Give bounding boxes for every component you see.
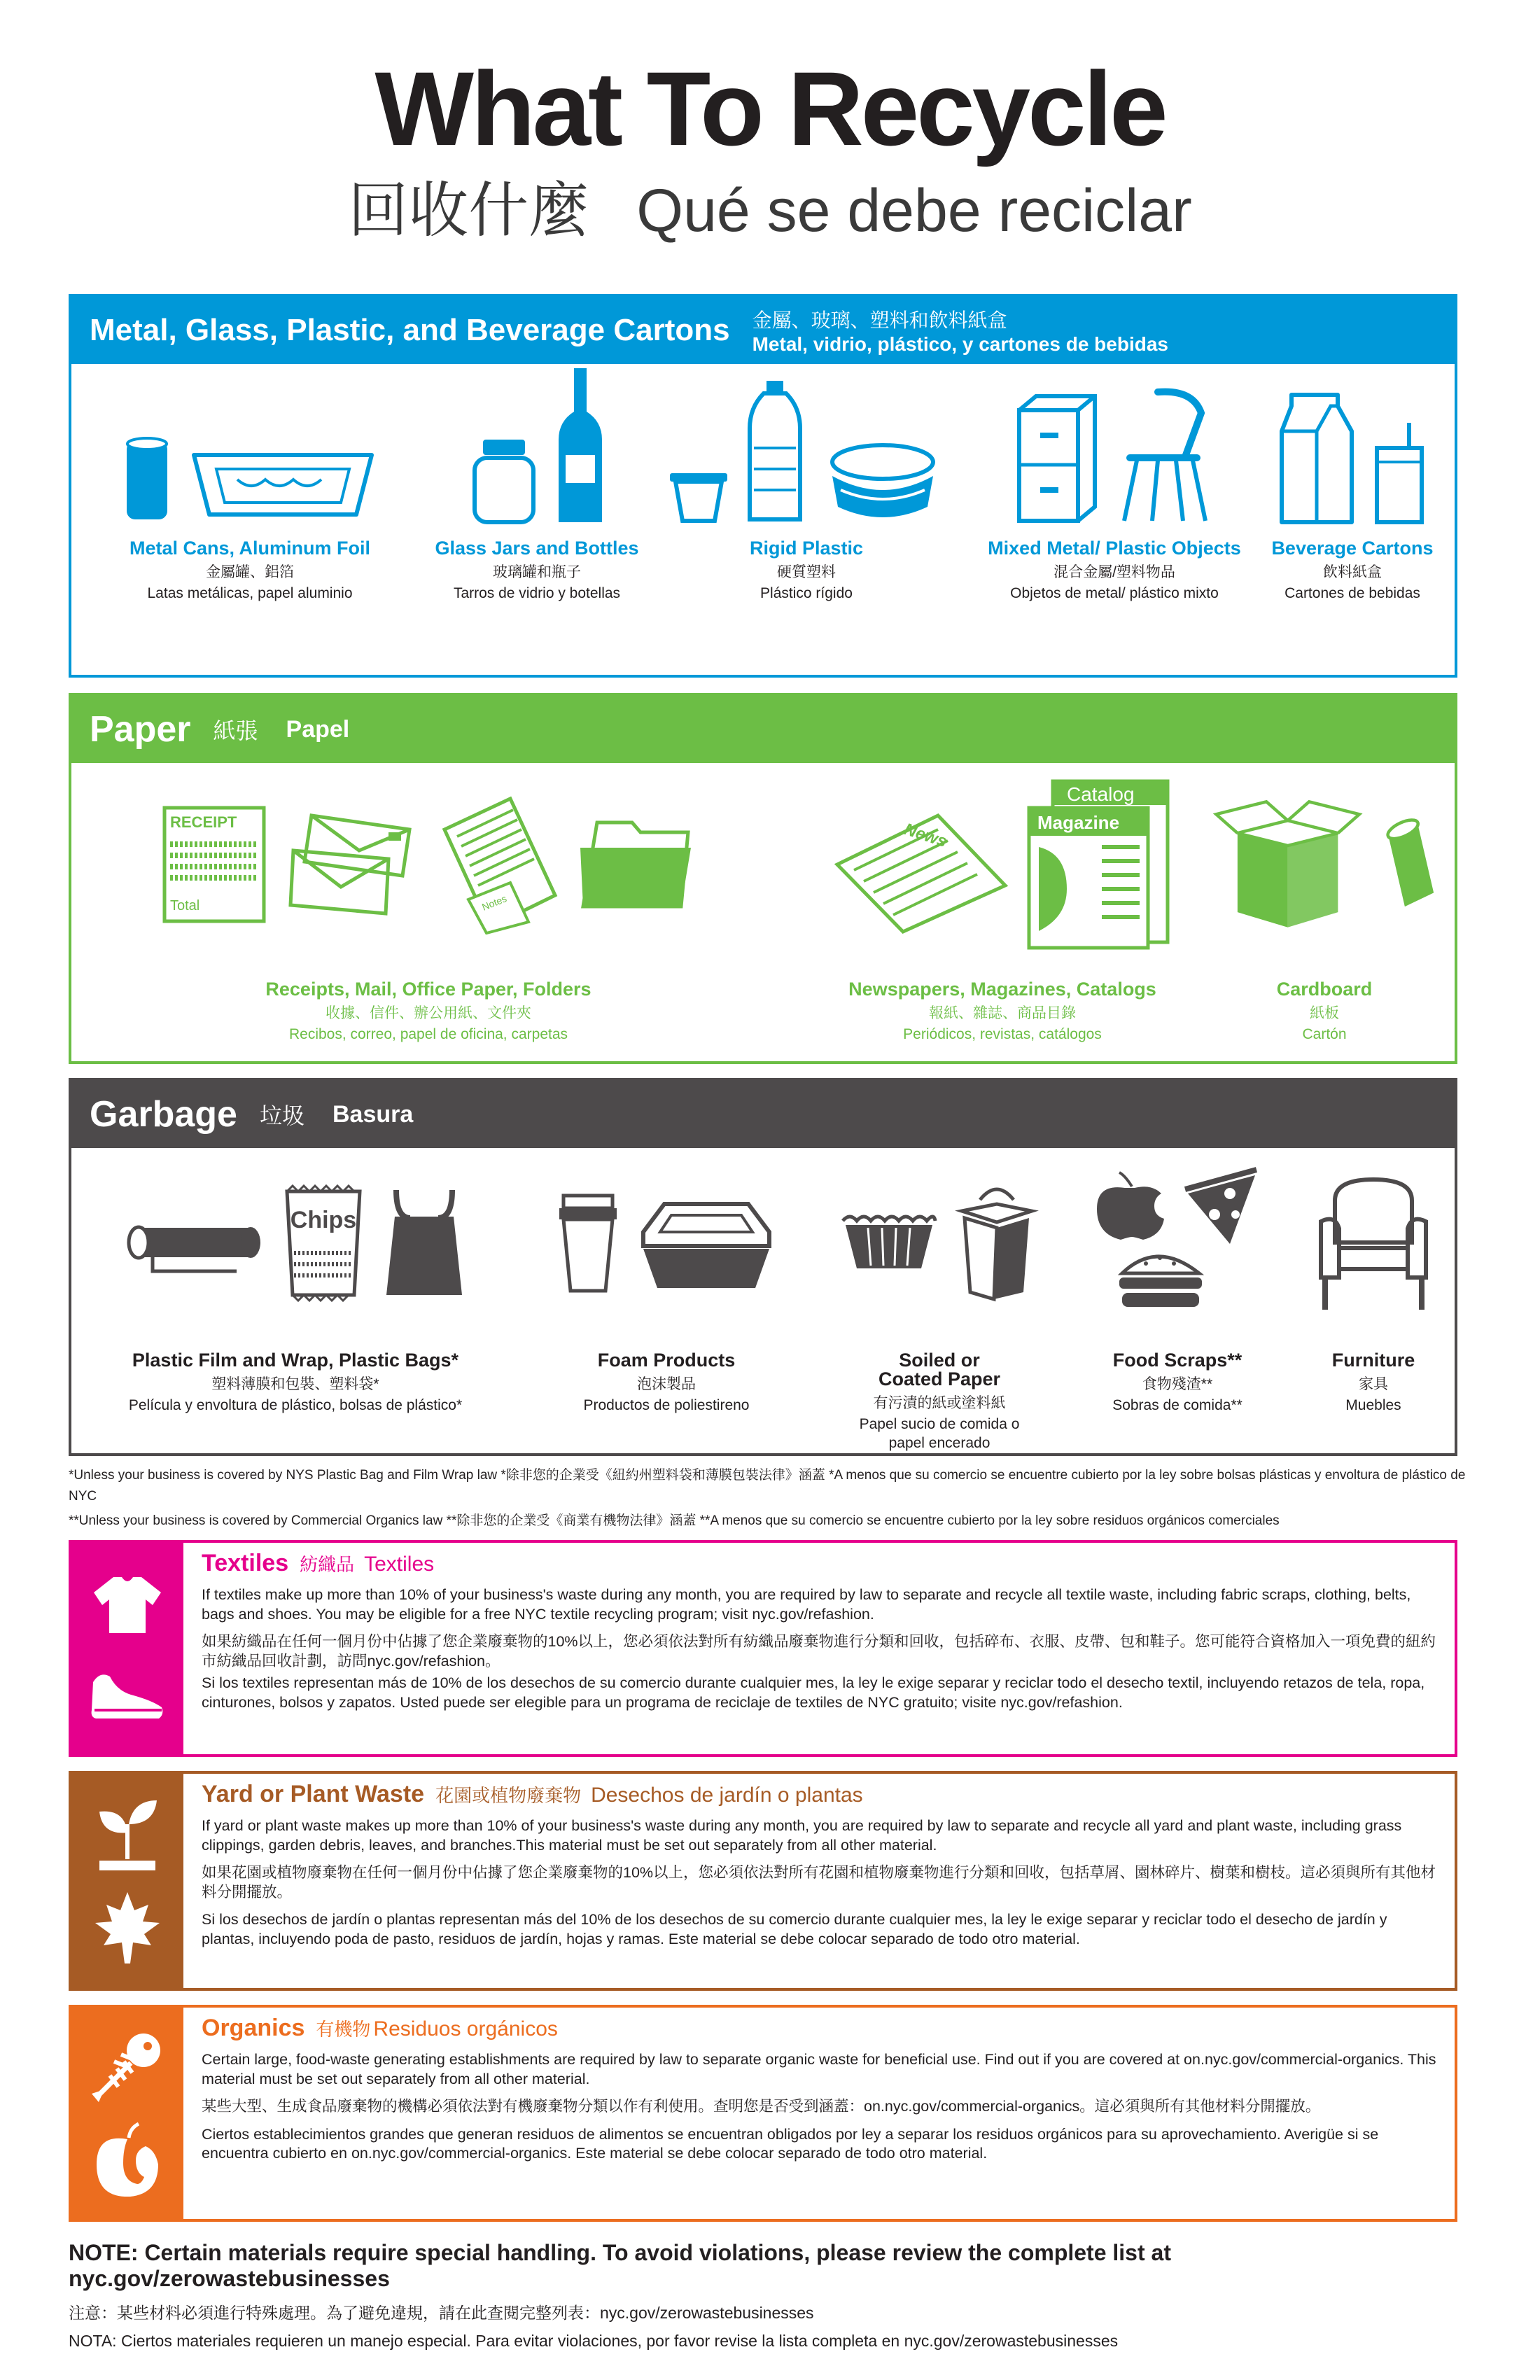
item-label-zh: 飲料紙盒 <box>1323 564 1382 580</box>
yard-text-es: Si los desechos de jardín o plantas representan más del 10% de los desechos de su comercio durante cualquier mes, la ley le exige separar y reciclar todo el desecho de jardín y plantas, incluyendo poda de pasto, residuos de jardín, hojas y ramas. Este material se debe colocar separado de todo otro material. <box>202 1911 1387 1947</box>
cupcake-liner-icon <box>840 1211 938 1274</box>
newspaper-icon <box>833 794 1008 934</box>
plastic-wrap-roll-icon <box>125 1211 265 1274</box>
item-foam <box>526 1148 806 1415</box>
section-garbage-title-zh: 垃圾 <box>259 1103 304 1128</box>
item-label-es: Muebles <box>1345 1397 1401 1414</box>
item-plastic-film <box>85 1148 505 1415</box>
item-label-es: Periódicos, revistas, catálogos <box>903 1026 1102 1043</box>
subtitle-zh: 回收什麼 <box>348 177 589 244</box>
item-label-en: Food Scraps** <box>1112 1350 1242 1371</box>
item-label-es: Recibos, correo, papel de oficina, carpetas <box>288 1026 568 1043</box>
section-garbage <box>69 1078 1457 1456</box>
chair-icon <box>1116 385 1214 525</box>
item-label-zh: 金屬罐、鋁箔 <box>206 564 294 580</box>
leaf-icon <box>92 1889 162 1966</box>
plastic-bag-icon <box>382 1183 466 1302</box>
item-label-zh: 玻璃罐和瓶子 <box>493 564 581 580</box>
note-zh: 注意：某些材料必須進行特殊處理。為了避免違規，請在此查閱完整列表：nyc.gov/zerowastebusinesses <box>69 2304 814 2322</box>
armchair-icon <box>1314 1172 1433 1312</box>
item-label-es: Plástico rígido <box>760 585 853 602</box>
section-organics <box>69 2005 1457 2222</box>
section-mgp-title-es: Metal, vidrio, plástico, y cartones de bebidas <box>752 333 1168 355</box>
yard-text-zh: 如果花園或植物廢棄物在任何一個月份中佔據了您企業廢棄物的10%以上，您必須依法對所有花園和植物廢棄物進行分類和回收，包括草屑、園林碎片、樹葉和樹枝。這必須與所有其他材料分開擺放。 <box>202 1864 1436 1900</box>
item-glass <box>421 364 652 603</box>
item-label-zh: 收據、信件、辦公用紙、文件夾 <box>326 1005 531 1021</box>
item-rigid-plastic <box>659 364 953 603</box>
plastic-container-icon <box>820 434 946 525</box>
item-label-zh: 有污漬的紙或塗料紙 <box>873 1395 1006 1411</box>
footnote-plastic-bag: *Unless your business is covered by NYS Plastic Bag and Film Wrap law *除非您的企業受《紐約州塑料袋和薄膜包裝法律》涵蓋 *A menos que su comercio se encuentre cubierto por la ley sobre bolsas plásticas y envoltura de plástico de NYC <box>69 1468 1466 1504</box>
file-cabinet-icon <box>1015 392 1099 525</box>
item-label-en: Mixed Metal/ Plastic Objects <box>988 538 1241 559</box>
notes-label: Notes <box>480 892 509 913</box>
shirt-icon <box>92 1573 162 1636</box>
item-label-en: Soiled or Coated Paper <box>878 1350 1001 1390</box>
note-es: NOTA: Ciertos materiales requieren un manejo especial. Para evitar violaciones, por favor revise la lista completa en nyc.gov/zerowastebusinesses <box>69 2332 1119 2350</box>
item-label-zh: 食物殘渣** <box>1142 1376 1213 1392</box>
organics-text-en: Certain large, food-waste generating establishments are required by law to separate organic waste for beneficial use. Find out if you are covered at on.nyc.gov/commercial-organics. This material must be set out separately from all other material. <box>202 2051 1436 2087</box>
chips-label: Chips <box>290 1207 357 1233</box>
item-newspapers <box>792 763 1212 1044</box>
apple-core-icon <box>92 2121 162 2198</box>
section-paper-title-zh: 紙張 <box>213 718 258 743</box>
envelopes-icon <box>284 808 424 920</box>
item-label-es: Cartón <box>1302 1026 1347 1043</box>
item-label-en: Rigid Plastic <box>749 538 864 559</box>
receipt-total: Total <box>170 898 200 913</box>
item-label-en: Cardboard <box>1276 979 1373 1000</box>
item-label-zh: 報紙、雜誌、商品目錄 <box>929 1005 1076 1021</box>
item-label-zh: 紙板 <box>1310 1005 1339 1021</box>
item-label-en: Plastic Film and Wrap, Plastic Bags* <box>132 1350 459 1371</box>
section-mgp <box>69 294 1457 678</box>
yard-text-en: If yard or plant waste makes up more than 10% of your business's waste during any month, you are required by law to separate and recycle all yard and plant waste, including grass clippings, garden debris, leaves, and branches.This material must be set out separately from all other material. <box>202 1817 1402 1854</box>
magazine-label: Magazine <box>1037 812 1120 833</box>
fish-bone-icon <box>89 2029 166 2106</box>
chips-bag-icon <box>281 1183 365 1302</box>
item-label-es: Papel sucio de comida o papel encerado <box>859 1416 1020 1452</box>
foam-clamshell-icon <box>636 1190 776 1295</box>
item-label-es: Película y envoltura de plástico, bolsas de plástico* <box>128 1397 463 1414</box>
item-furniture <box>1303 1148 1443 1415</box>
item-label-es: Objetos de metal/ plástico mixto <box>1010 585 1219 602</box>
foil-tray-icon <box>188 441 377 525</box>
organics-title: Organics <box>202 2015 305 2041</box>
section-garbage-title-es: Basura <box>332 1100 414 1128</box>
item-office-paper <box>85 763 771 1044</box>
food-scraps-icon <box>1090 1166 1265 1320</box>
milk-carton-icon <box>1278 392 1354 525</box>
item-label-zh: 家具 <box>1359 1376 1388 1392</box>
catalog-label: Catalog <box>1067 783 1135 805</box>
item-metal-cans <box>99 364 400 603</box>
section-paper-title-es: Papel <box>286 715 350 743</box>
special-handling-note <box>69 2240 1483 2351</box>
item-food-scraps <box>1072 1148 1282 1415</box>
note-en: NOTE: Certain materials require special handling. To avoid violations, please review the complete list at nyc.gov/zerowastebusinesses <box>69 2240 1171 2291</box>
yard-title-zh: 花園或植物廢棄物 <box>435 1785 582 1806</box>
receipt-icon <box>162 805 267 924</box>
organics-text-zh: 某些大型、生成食品廢棄物的機構必須依法對有機廢棄物分類以作有利使用。查明您是否受到涵蓋：on.nyc.gov/commercial-organics。這必須與所有其他材料分開擺放。 <box>202 2098 1321 2115</box>
footnote-organics: **Unless your business is covered by Commercial Organics law **除非您的企業受《商業有機物法律》涵蓋 **A menos que su comercio se encuentre cubierto por la ley sobre residuos orgánicos comerciales <box>69 1513 1280 1528</box>
item-label-es: Tarros de vidrio y botellas <box>453 585 621 602</box>
paper-tube-icon <box>1380 812 1436 917</box>
page-title: What To Recycle <box>374 50 1166 167</box>
cardboard-box-icon <box>1212 788 1363 941</box>
section-textiles <box>69 1540 1457 1757</box>
item-label-en: Receipts, Mail, Office Paper, Folders <box>265 979 592 1000</box>
yard-title: Yard or Plant Waste <box>202 1781 425 1807</box>
item-label-zh: 塑料薄膜和包裝、塑料袋* <box>211 1376 379 1392</box>
folder-icon <box>576 816 695 913</box>
item-label-zh: 硬質塑料 <box>777 564 836 580</box>
organics-title-zh: 有機物 <box>316 2019 371 2040</box>
section-paper-header <box>71 696 1455 763</box>
sprout-icon <box>92 1796 162 1873</box>
glass-jar-icon <box>469 434 539 525</box>
item-soiled-paper <box>820 1148 1058 1453</box>
yard-title-es: Desechos de jardín o plantas <box>591 1784 863 1807</box>
item-label-en: Newspapers, Magazines, Catalogs <box>848 979 1156 1000</box>
item-label-en: Foam Products <box>597 1350 736 1371</box>
item-label-en: Beverage Cartons <box>1271 538 1434 559</box>
foam-cup-icon <box>556 1190 620 1295</box>
can-icon <box>122 434 172 525</box>
section-paper <box>69 693 1457 1064</box>
organics-text-es: Ciertos establecimientos grandes que generan residuos de alimentos se encuentran obligados por ley a separar los residuos orgánicos para su aprovechamiento. Averigüe si se encuentra cubierto en on.nyc.gov/commercial-organics. Este material se debe colocar separado de todo otro material. <box>202 2125 1379 2162</box>
subtitle-es: Qué se debe reciclar <box>636 177 1192 244</box>
item-label-es: Cartones de bebidas <box>1284 585 1420 602</box>
section-mgp-title: Metal, Glass, Plastic, and Beverage Cartons <box>90 313 730 347</box>
item-label-es: Latas metálicas, papel aluminio <box>147 585 353 602</box>
page-subtitle <box>0 177 1540 244</box>
section-mgp-header <box>71 297 1455 364</box>
takeout-box-icon <box>955 1183 1039 1302</box>
section-mgp-title-zh: 金屬、玻璃、塑料和飲料紙盒 <box>752 309 1007 331</box>
magazine-catalog-icon <box>1025 777 1172 952</box>
section-garbage-header <box>71 1081 1455 1148</box>
section-garbage-title: Garbage <box>90 1094 237 1135</box>
item-beverage-cartons <box>1247 364 1457 603</box>
textiles-text-es: Si los textiles representan más de 10% de los desechos de su comercio durante cualquier mes, la ley le exige separar y reciclar todo el desecho textil, incluyendo retazos de tela, ropa, cinturones, bolsos y zapatos. Usted puede ser elegible para un programa de reciclaje de textiles de NYC gratuito; visite nyc.gov/refashion. <box>202 1674 1425 1711</box>
shoe-icon <box>89 1668 166 1724</box>
textiles-title-es: Textiles <box>364 1553 435 1576</box>
item-cardboard <box>1212 763 1436 1044</box>
office-paper-icon <box>440 794 559 934</box>
textiles-title: Textiles <box>202 1550 289 1576</box>
item-label-es: Productos de poliestireno <box>583 1397 750 1414</box>
textiles-title-zh: 紡織品 <box>300 1554 355 1575</box>
item-label-zh: 泡沫製品 <box>637 1376 696 1392</box>
section-yard-waste <box>69 1771 1457 1991</box>
item-label-es: Sobras de comida** <box>1112 1397 1242 1414</box>
item-label-en: Metal Cans, Aluminum Foil <box>129 538 371 559</box>
yogurt-cup-icon <box>667 469 730 525</box>
glass-bottle-icon <box>556 364 605 525</box>
news-label: News <box>902 820 950 852</box>
textiles-text-zh: 如果紡織品在任何一個月份中佔據了您企業廢棄物的10%以上，您必須依法對所有紡織品廢棄物進行分類和回收，包括碎布、衣服、皮帶、包和鞋子。您可能符合資格加入一項免費的紐約市紡織品回收計劃，訪問nyc.gov/refashion。 <box>202 1633 1436 1670</box>
textiles-text-en: If textiles make up more than 10% of your business's waste during any month, you are required by law to separate and recycle all textile waste, including fabric scraps, clothing, belts, bags and shoes. You may be eligible for a free NYC textile recycling program; visit nyc.gov/refashion. <box>202 1586 1411 1623</box>
plastic-bottle-icon <box>747 378 803 525</box>
juice-box-icon <box>1371 420 1427 525</box>
item-label-en: Glass Jars and Bottles <box>435 538 639 559</box>
item-label-en: Furniture <box>1331 1350 1415 1371</box>
organics-title-es: Residuos orgánicos <box>373 2017 558 2040</box>
receipt-label: RECEIPT <box>170 813 237 831</box>
item-label-zh: 混合金屬/塑料物品 <box>1054 564 1175 580</box>
section-paper-title: Paper <box>90 709 191 750</box>
item-mixed-objects <box>981 364 1247 603</box>
